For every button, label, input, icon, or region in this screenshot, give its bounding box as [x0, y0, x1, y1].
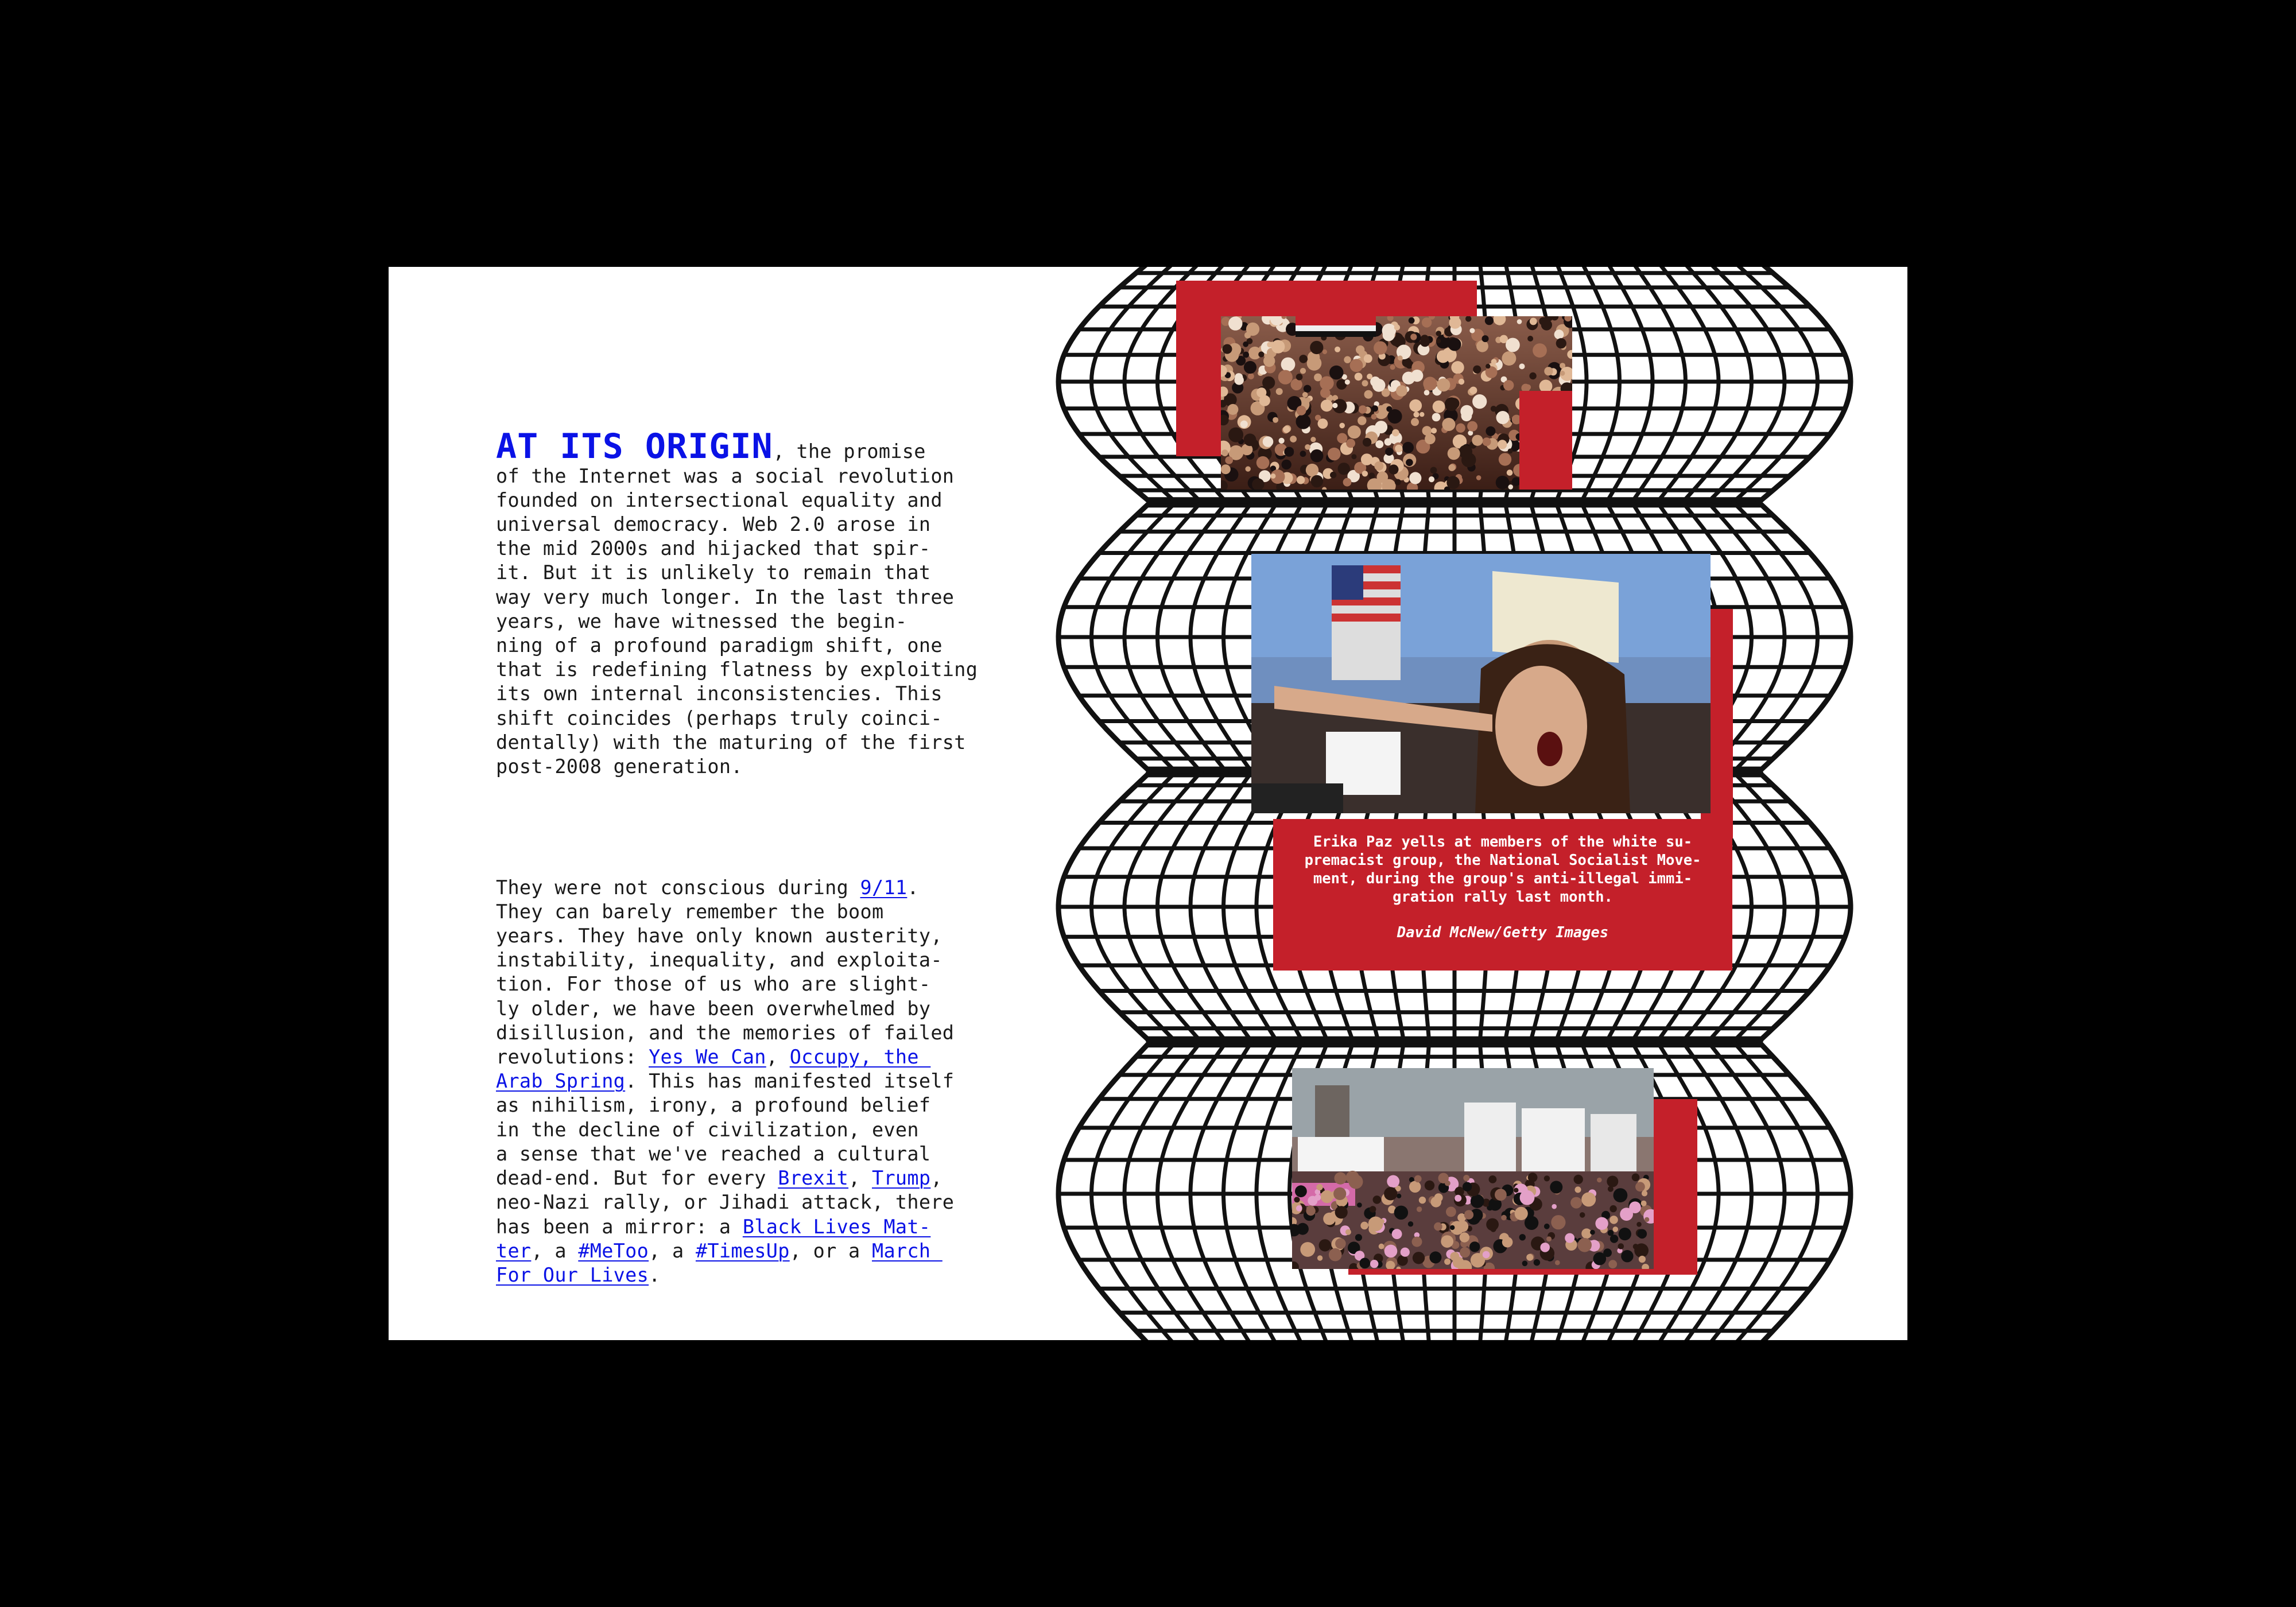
inline-link[interactable]: Occupy, the Arab Spring [496, 1046, 919, 1093]
inline-link[interactable]: Trump [872, 1167, 931, 1190]
article-text-column [496, 386, 1001, 1336]
text-run: , [848, 1167, 872, 1190]
caption-text: Erika Paz yells at members of the white su- premacist group, the National Socialist Move- ment, during the group's anti-illegal immi- gration rally last month. [1304, 833, 1701, 906]
protest-photo-illustration [1251, 554, 1711, 813]
inline-link[interactable]: Black Lives Mat- ter [496, 1215, 931, 1262]
text-run: They were not conscious during [496, 876, 860, 899]
inline-link[interactable]: March For Our Lives [496, 1239, 931, 1286]
text-run: . [649, 1263, 661, 1286]
text-run: , neo-Nazi rally, or Jihadi attack, there has been a mirror: a [496, 1167, 955, 1238]
photo-protester-yelling[interactable] [1251, 554, 1711, 813]
inline-link[interactable]: 9/11 [860, 876, 907, 899]
photo-womens-march[interactable] [1292, 1068, 1654, 1269]
photo-arab-spring-crowd[interactable] [1221, 316, 1572, 490]
text-run: , or a [789, 1239, 872, 1262]
paragraph-1 [496, 426, 1001, 779]
paragraph-2 [496, 876, 1001, 1287]
photo-caption-box [1273, 819, 1732, 971]
headline-at-its-origin: AT ITS ORIGIN [496, 426, 773, 467]
text-run: . They can barely remember the boom years. They have only known austerity, instability, inequality, and exploita- tion. For those of us who are slight- ly older, we have been overwhelmed by disillusion, and the memories of failed revolutions: [496, 876, 955, 1069]
inline-link[interactable]: Yes We Can [649, 1046, 766, 1069]
inline-link[interactable]: #TimesUp [695, 1239, 790, 1262]
paragraph-1-body [496, 440, 978, 778]
caption-credit: David McNew/Getty Images [1397, 924, 1609, 941]
inline-link[interactable]: #MeToo [578, 1239, 649, 1262]
crowd-photo-illustration [1221, 316, 1572, 490]
inline-link[interactable]: Brexit [778, 1167, 849, 1190]
text-run: , a [649, 1239, 696, 1262]
magazine-spread [389, 267, 1907, 1340]
text-run: , the promise of the Internet was a social revolution founded on intersectional equality and universal democracy. Web 2.0 arose in the mid 2000s and hijacked that spir- it. But it is unlikely to remain that way very much longer. In the last three years, we have witnessed the begin- ning of a profound paradigm shift, one that is redefining flatness by exploiting its own internal inconsistencies. This shift coincides (perhaps truly coinci- dentally) with the maturing of the first post-2008 generation. [496, 440, 978, 778]
text-run: , [766, 1046, 790, 1069]
text-run: , a [531, 1239, 579, 1262]
march-photo-illustration [1292, 1068, 1654, 1269]
text-run: . This has manifested itself as nihilism, irony, a profound belief in the decline of civilization, even a sense that we've reached a cultural dead-end. But for every [496, 1070, 955, 1190]
